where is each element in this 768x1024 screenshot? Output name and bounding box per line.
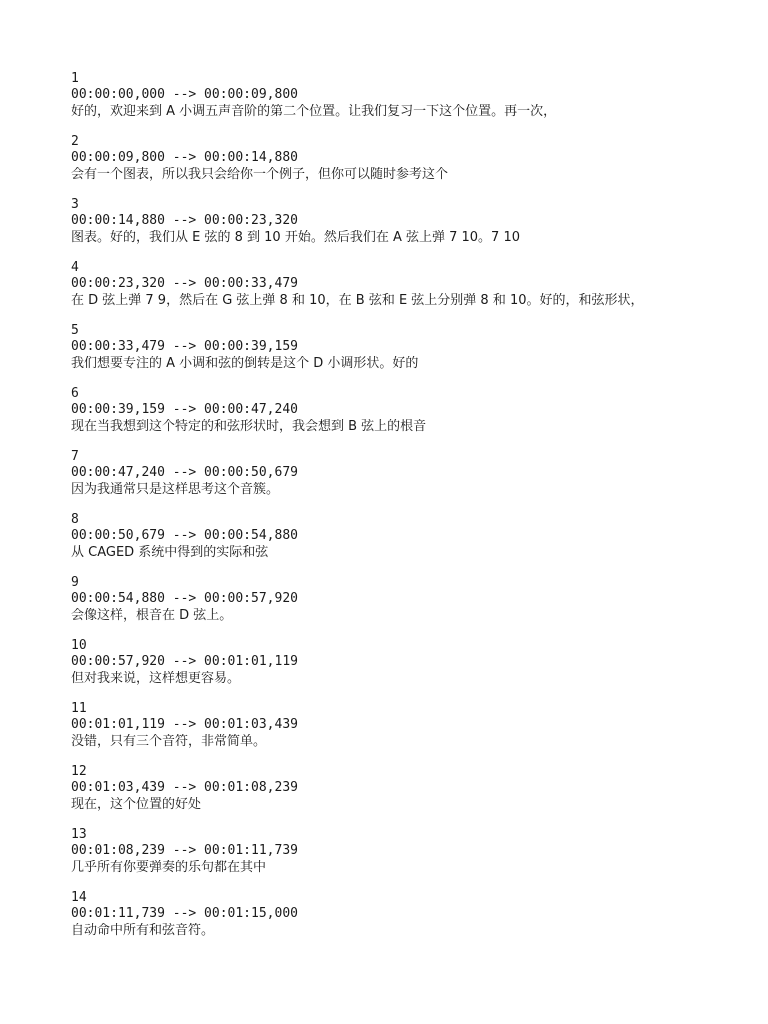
subtitle-timestamp: 00:01:08,239 --> 00:01:11,739 [71, 842, 298, 858]
subtitle-text: 现在，这个位置的好处 [71, 797, 202, 812]
subtitle-index: 3 [71, 197, 79, 212]
subtitle-index: 9 [71, 575, 79, 590]
subtitle-index: 11 [71, 701, 87, 716]
subtitle-timestamp: 00:00:33,479 --> 00:00:39,159 [71, 338, 298, 354]
subtitle-index: 1 [71, 71, 79, 86]
subtitle-index: 14 [71, 890, 87, 905]
subtitle-entry [71, 890, 721, 953]
subtitle-entry [71, 638, 721, 701]
subtitle-entry [71, 701, 721, 764]
subtitle-timestamp: 00:00:57,920 --> 00:01:01,119 [71, 653, 298, 669]
subtitle-timestamp: 00:00:54,880 --> 00:00:57,920 [71, 590, 298, 606]
subtitle-entry [71, 71, 721, 134]
subtitle-entry [71, 827, 721, 890]
subtitle-text: 好的，欢迎来到 A 小调五声音阶的第二个位置。让我们复习一下这个位置。再一次， [71, 104, 557, 119]
subtitle-text: 因为我通常只是这样思考这个音簇。 [71, 482, 280, 497]
subtitle-text: 但对我来说，这样想更容易。 [71, 671, 241, 686]
subtitle-timestamp: 00:01:11,739 --> 00:01:15,000 [71, 905, 298, 921]
subtitle-timestamp: 00:00:00,000 --> 00:00:09,800 [71, 86, 298, 102]
subtitle-index: 7 [71, 449, 79, 464]
subtitle-index: 13 [71, 827, 87, 842]
subtitle-timestamp: 00:00:47,240 --> 00:00:50,679 [71, 464, 298, 480]
subtitle-timestamp: 00:00:39,159 --> 00:00:47,240 [71, 401, 298, 417]
subtitle-text: 会像这样，根音在 D 弦上。 [71, 608, 233, 623]
subtitle-timestamp: 00:00:09,800 --> 00:00:14,880 [71, 149, 298, 165]
subtitle-index: 12 [71, 764, 87, 779]
subtitle-text: 图表。好的，我们从 E 弦的 8 到 10 开始。然后我们在 A 弦上弹 7 10。7 10 [71, 230, 521, 245]
subtitle-entry [71, 260, 721, 323]
subtitle-text: 自动命中所有和弦音符。 [71, 923, 215, 938]
subtitle-entry [71, 323, 721, 386]
subtitle-timestamp: 00:01:03,439 --> 00:01:08,239 [71, 779, 298, 795]
subtitle-index: 10 [71, 638, 87, 653]
subtitle-entry [71, 575, 721, 638]
subtitle-entry [71, 449, 721, 512]
subtitle-index: 4 [71, 260, 79, 275]
subtitle-text: 我们想要专注的 A 小调和弦的倒转是这个 D 小调形状。好的 [71, 356, 419, 371]
subtitle-text: 几乎所有你要弹奏的乐句都在其中 [71, 860, 267, 875]
subtitle-text: 在 D 弦上弹 7 9，然后在 G 弦上弹 8 和 10，在 B 弦和 E 弦上分别弹 8 和 10。好的，和弦形状， [71, 293, 644, 308]
subtitle-entry [71, 764, 721, 827]
subtitle-text: 现在当我想到这个特定的和弦形状时，我会想到 B 弦上的根音 [71, 419, 427, 434]
subtitle-timestamp: 00:01:01,119 --> 00:01:03,439 [71, 716, 298, 732]
subtitle-entry [71, 386, 721, 449]
subtitle-text: 从 CAGED 系统中得到的实际和弦 [71, 545, 269, 560]
subtitle-document [71, 71, 721, 953]
subtitle-index: 5 [71, 323, 79, 338]
subtitle-entry [71, 197, 721, 260]
subtitle-index: 6 [71, 386, 79, 401]
subtitle-entry [71, 134, 721, 197]
subtitle-index: 8 [71, 512, 79, 527]
subtitle-text: 没错，只有三个音符，非常简单。 [71, 734, 267, 749]
subtitle-text: 会有一个图表，所以我只会给你一个例子，但你可以随时参考这个 [71, 167, 449, 182]
subtitle-timestamp: 00:00:14,880 --> 00:00:23,320 [71, 212, 298, 228]
subtitle-timestamp: 00:00:50,679 --> 00:00:54,880 [71, 527, 298, 543]
subtitle-index: 2 [71, 134, 79, 149]
subtitle-timestamp: 00:00:23,320 --> 00:00:33,479 [71, 275, 298, 291]
subtitle-entry [71, 512, 721, 575]
